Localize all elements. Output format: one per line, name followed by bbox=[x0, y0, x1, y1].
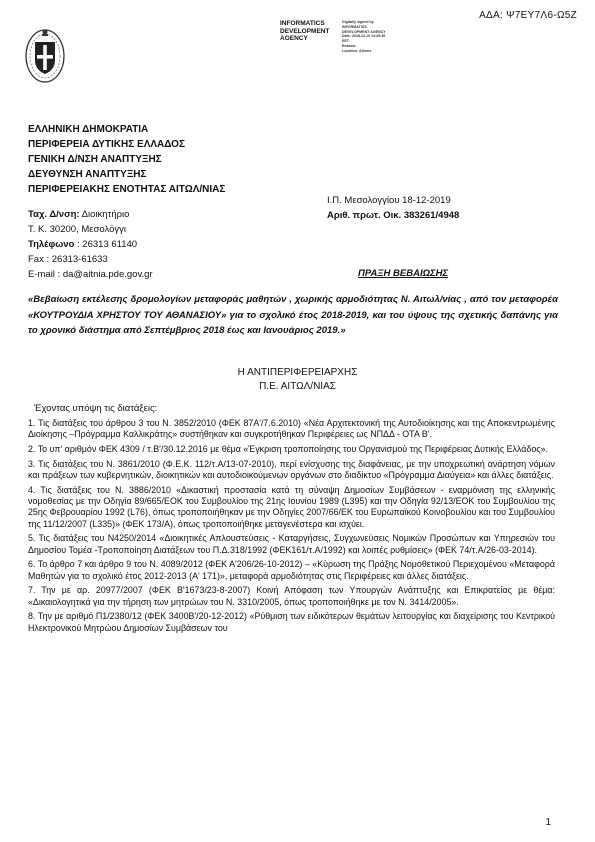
provision-number: 6. bbox=[28, 559, 36, 570]
provision-text: Το άρθρο 7 και άρθρο 9 του Ν. 4089/2012 (ΦΕΚ Α'206/26-10-2012) – «Κύρωση της Πράξης Νομοθετικού Περιεχομένου «Μεταφορά Μαθητών για το σχολικό έτος 2012-2013 (Α' 171)», μεταφορά αρμοδιότητας στις Περιφέρειες και άλλες διατάξεις. bbox=[28, 559, 555, 581]
considering-intro: Έχοντας υπόψη τις διατάξεις: bbox=[34, 403, 158, 414]
header-line: ΠΕΡΙΦΕΡΕΙΑΚΗΣ ΕΝΟΤΗΤΑΣ ΑΙΤΩΛ/ΝΙΑΣ bbox=[28, 184, 226, 195]
fax-line: Fax : 26313-61633 bbox=[28, 254, 108, 265]
provision-paragraph bbox=[28, 533, 555, 556]
authority-header bbox=[28, 122, 225, 197]
provision-number: 8. bbox=[28, 611, 36, 622]
provision-text: Τις διατάξεις του Ν. 3861/2010 (Φ.Ε.Κ. 112/τ.Α/13-07-2010), περί ενίσχυσης της διαφάνειας, με την υποχρεωτική ανάρτηση νόμων και πράξεων των κυβερνητικών, διοικητικών και αυτοδιοικούμενων οργάνων στο διαδίκτυο «Πρόγραμμα Διαύγεια» και άλλες διατάξεις. bbox=[28, 458, 555, 480]
greek-emblem-icon bbox=[24, 24, 66, 84]
date-protocol-block bbox=[327, 193, 459, 223]
contact-block bbox=[28, 207, 153, 282]
document-type-title: ΠΡΑΞΗ ΒΕΒΑΙΩΣΗΣ bbox=[358, 268, 449, 279]
provision-paragraph bbox=[28, 585, 555, 608]
agency-signature-label bbox=[280, 20, 329, 43]
provision-number: 1. bbox=[28, 418, 36, 428]
provision-paragraph bbox=[28, 559, 555, 582]
signature-detail: DEVELOPMENT AGENCY bbox=[342, 29, 386, 34]
provision-text: Τις διατάξεις του Ν4250/2014 «Διοικητικές Απλουστεύσεις - Καταργήσεις, Συγχωνεύσεις Νομικών Προσώπων και Υπηρεσιών του Δημοσίου Τομέα -Τροποποίηση Διατάξεων του Π.Δ.318/1992 (ΦΕΚ161/τ.Α/1992) και λοιπές ρυθμίσεις» (ΦΕΚ 74/τ.Α/26-03-2014). bbox=[28, 533, 555, 555]
signature-detail: Digitally signed by bbox=[342, 20, 374, 24]
provision-paragraph bbox=[28, 444, 555, 455]
authority-title: Η ΑΝΤΙΠΕΡΙΦΕΡΕΙΑΡΧΗΣ bbox=[237, 367, 358, 378]
provision-paragraph bbox=[28, 459, 555, 482]
provision-text: Τις διατάξεις του άρθρου 3 του Ν. 3852/2010 (ΦΕΚ 87Α'/7.6.2010) «Νέα Αρχιτεκτονική της Αυτοδιοίκησης και της Αποκεντρωμένης Διοίκησης –Πρόγραμμα Καλλικράτης» συστήθηκαν και συγκροτήθηκαν Περιφέρειες ως ΝΠΔΔ - ΟΤΑ Β'. bbox=[28, 418, 555, 440]
ada-code: ΑΔΑ: Ψ7ΕΥ7Λ6-Ω5Ζ bbox=[479, 10, 577, 21]
address-label: Ταχ. Δ/νση: bbox=[28, 209, 80, 220]
provision-number: 5. bbox=[28, 533, 36, 544]
signature-detail: EET bbox=[342, 39, 349, 44]
header-line: ΕΛΛΗΝΙΚΗ ΔΗΜΟΚΡΑΤΙΑ bbox=[28, 124, 149, 135]
header-line: ΓΕΝΙΚΗ Δ/ΝΣΗ ΑΝΑΠΤΥΞΗΣ bbox=[28, 154, 162, 165]
provision-number: 7. bbox=[28, 585, 36, 596]
address-value: Διοικητήριο bbox=[79, 209, 130, 220]
issuing-authority bbox=[0, 366, 595, 394]
signature-detail: Location: Athens bbox=[342, 48, 372, 53]
provision-number: 3. bbox=[28, 458, 36, 469]
digital-signature-details bbox=[342, 20, 386, 54]
phone-label: Τηλέφωνο bbox=[28, 239, 75, 250]
signature-detail: Reason: bbox=[342, 43, 357, 48]
provision-paragraph bbox=[28, 418, 555, 441]
phone-line bbox=[28, 237, 153, 252]
provision-text: Το υπ' αριθμόν ΦΕΚ 4309 / τ.Β'/30.12.2016 με θέμα «Έγκριση τροποποίησης του Οργανισμού της Περιφέρειας Δυτικής Ελλάδος». bbox=[35, 444, 548, 454]
signature-detail: INFORMATICS bbox=[342, 24, 367, 29]
provision-text: Την με αριθμό Π1/2380/12 (ΦΕΚ 3400Β'/20-12-2012) «Ρύθμιση των ειδικότερων θεμάτων λειτουργίας και διαχείρισης του Κεντρικού Ηλεκτρονικού Μητρώου Δημοσίων Συμβάσεων του bbox=[28, 611, 555, 633]
agency-line: AGENCY bbox=[280, 35, 308, 42]
email-line: E-mail : da@aitnia.pde.gov.gr bbox=[28, 269, 153, 280]
phone-value: : 26313 61140 bbox=[74, 239, 138, 250]
header-line: ΔΕΥΘΥΝΣΗ ΑΝΑΠΤΥΞΗΣ bbox=[28, 169, 147, 180]
protocol-number: Αριθ. πρωτ. Οικ. 383261/4948 bbox=[327, 210, 460, 221]
authority-unit: Π.Ε. ΑΙΤΩΛ/ΝΙΑΣ bbox=[259, 381, 336, 392]
provision-paragraph bbox=[28, 611, 555, 634]
provision-text: Την με αρ. 20977/2007 (ΦΕΚ Β'1673/23-8-2007) Κοινή Απόφαση των Υπουργών Ανάπτυξης και Επικρατείας με θέμα: «Δικαιολογητικά για την τήρηση των μητρώων του Ν. 3310/2005, όπως τροποποιήθηκε με τον Ν. 3414/2005». bbox=[28, 585, 555, 607]
provision-text: Τις διατάξεις του Ν. 3886/2010 «Δικαστική προστασία κατά τη σύναψη Δημοσίων Συμβάσεων - εναρμόνιση της ελληνικής νομοθεσίας με την Οδηγία 89/665/ΕΟΚ του Συμβουλίου της 21ης Ιουνίου 1989 (L395) και την Οδηγία 92/13/ΕΟΚ του Συμβουλίου της 25ης Φεβρουαρίου 1992 (L76), όπως τροποποιήθηκαν με την Οδηγίες 2007/66/ΕΚ του Ευρωπαϊκού Κοινοβουλίου και του Συμβουλίου της 11/12/2007 (L335)» (ΦΕΚ 173/Α), όπως τροποποιήθηκε μεταγενέστερα και ισχύει. bbox=[28, 484, 555, 529]
legal-provisions-list bbox=[28, 418, 555, 637]
signature-detail: Date: 2018.12.19 13:25:46 bbox=[342, 34, 386, 39]
agency-line: INFORMATICS bbox=[280, 20, 325, 27]
agency-line: DEVELOPMENT bbox=[280, 27, 330, 35]
page-number: 1 bbox=[545, 817, 551, 828]
subject-paragraph: «Βεβαίωση εκτέλεσης δρομολογίων μεταφοράς μαθητών , χωρικής αρμοδιότητας Ν. Αιτωλ/νίας , από τον μεταφορέα «ΚΟΥΤΡΟΥΔΙΑ ΧΡΗΣΤΟΥ ΤΟΥ ΑΘΑΝΑΣΙΟΥ» για το σχολικό έτος 2018-2019, και του ύψους της σχετικής δαπάνης για το χρονικό διάστημα από Σεπτέμβριος 2018 έως και Ιανουάριος 2019.» bbox=[28, 294, 558, 336]
provision-number: 2. bbox=[28, 444, 36, 454]
postal-line: Τ. Κ. 30200, Μεσολόγγι bbox=[28, 224, 126, 235]
header-line: ΠΕΡΙΦΕΡΕΙΑ ΔΥΤΙΚΗΣ ΕΛΛΑΔΟΣ bbox=[28, 139, 185, 150]
place-date: Ι.Π. Μεσολογγίου 18-12-2019 bbox=[327, 195, 451, 206]
provision-paragraph bbox=[28, 485, 555, 531]
provision-number: 4. bbox=[28, 484, 36, 495]
address-line bbox=[28, 207, 153, 222]
